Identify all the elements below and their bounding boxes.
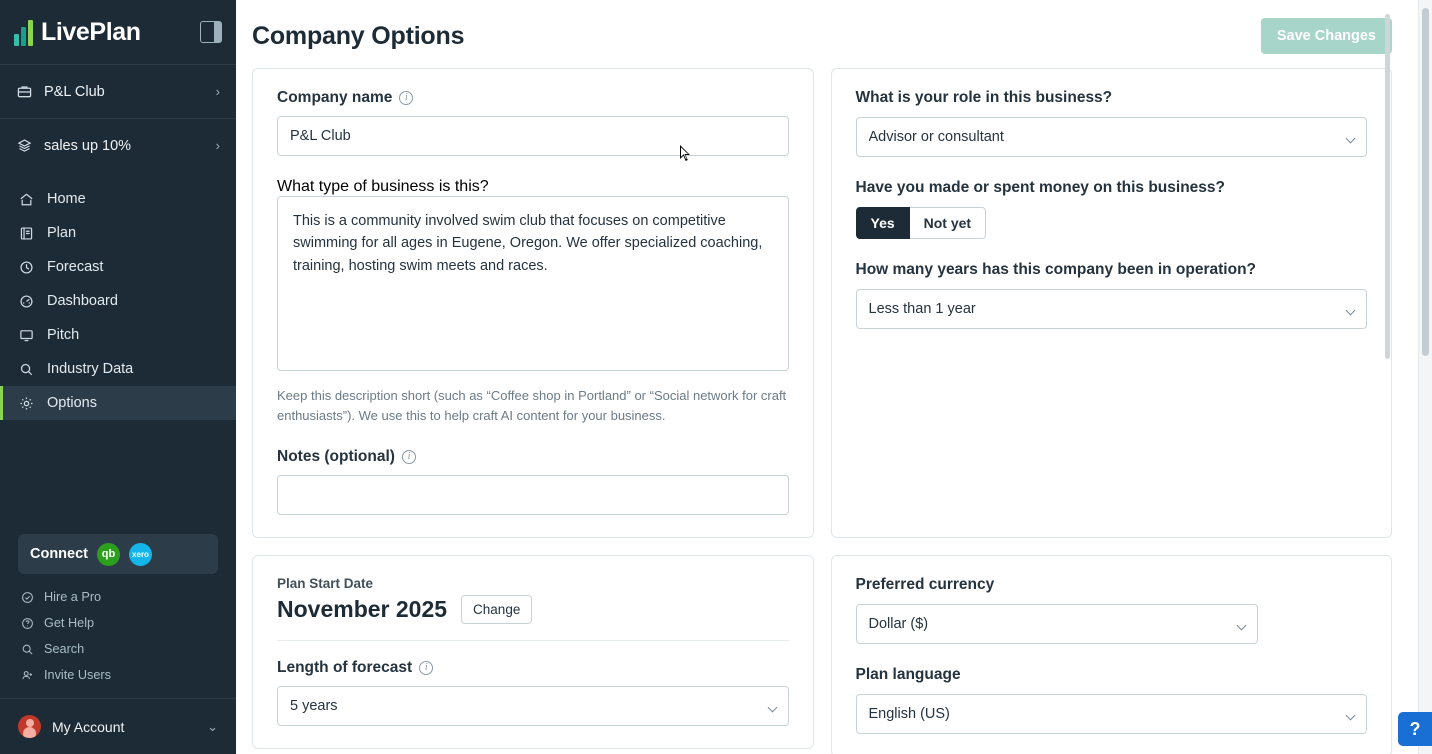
language-select[interactable] — [856, 694, 1368, 734]
options-page — [236, 0, 1432, 754]
company-name-label-text: Company name — [277, 89, 393, 106]
role-card — [831, 68, 1393, 538]
question-circle-icon — [20, 616, 34, 630]
role-select-wrap — [856, 117, 1368, 157]
plan-start-date-value: November 2025 — [277, 596, 448, 623]
gear-icon — [18, 395, 35, 412]
briefcase-icon — [16, 83, 33, 100]
my-account-row[interactable] — [0, 698, 236, 754]
sidebar-item-forecast-label: Forecast — [47, 259, 104, 275]
avatar — [18, 715, 41, 738]
main-content — [236, 0, 1432, 754]
sidebar-item-home-label: Home — [47, 191, 86, 207]
sidebar-link-hire-a-pro-label: Hire a Pro — [44, 590, 102, 604]
window-scrollbar-track[interactable] — [1418, 0, 1432, 754]
chevron-right-icon: › — [215, 138, 220, 153]
company-name-label — [277, 89, 789, 107]
left-column — [252, 68, 814, 754]
brand-row — [0, 0, 236, 64]
divider — [277, 640, 789, 641]
language-label: Plan language — [855, 666, 961, 683]
search-icon — [20, 642, 34, 656]
info-icon[interactable]: i — [399, 91, 413, 105]
liveplan-logo-icon — [14, 18, 33, 46]
sidebar-link-search-label: Search — [44, 642, 85, 656]
sidebar-link-get-help-label: Get Help — [44, 616, 95, 630]
sidebar-link-invite-users-label: Invite Users — [44, 668, 111, 682]
book-icon — [18, 225, 35, 242]
check-circle-icon — [20, 590, 34, 604]
info-icon[interactable]: i — [419, 661, 433, 675]
years-select-wrap — [856, 289, 1368, 329]
add-user-icon — [20, 668, 34, 682]
page-header — [252, 0, 1392, 68]
window-scrollbar-thumb[interactable] — [1422, 8, 1429, 356]
company-name-input[interactable] — [277, 116, 789, 156]
sidebar-link-hire-a-pro[interactable] — [0, 584, 236, 610]
connect-label: Connect — [30, 546, 88, 562]
inner-scrollbar-thumb[interactable] — [1385, 14, 1390, 359]
sidebar-spacer — [0, 420, 236, 534]
home-icon — [18, 191, 35, 208]
notes-input[interactable] — [277, 475, 789, 515]
money-question-label: Have you made or spent money on this business? — [855, 179, 1226, 196]
sidebar-link-get-help[interactable] — [0, 610, 236, 636]
info-icon[interactable]: i — [402, 450, 416, 464]
money-toggle-group — [856, 207, 1368, 239]
connect-accounting-box[interactable] — [18, 534, 218, 574]
sidebar-item-options-label: Options — [47, 395, 97, 411]
sidebar-nav — [0, 172, 236, 420]
sidebar — [0, 0, 236, 754]
role-select[interactable] — [856, 117, 1368, 157]
currency-label: Preferred currency — [855, 576, 995, 593]
money-yes-button[interactable]: Yes — [856, 207, 910, 239]
save-changes-button[interactable]: Save Changes — [1261, 18, 1392, 54]
sidebar-item-plan-label: Plan — [47, 225, 77, 241]
language-select-wrap — [856, 694, 1368, 734]
page-title: Company Options — [252, 21, 465, 50]
sidebar-context-scenario-label: sales up 10% — [44, 137, 132, 154]
forecast-length-label-text: Length of forecast — [277, 659, 413, 677]
layers-icon — [16, 137, 33, 154]
sidebar-link-search[interactable] — [0, 636, 236, 662]
forecast-length-select-wrap — [277, 686, 789, 726]
dashboard-icon — [18, 293, 35, 310]
sidebar-item-dashboard[interactable] — [0, 284, 236, 318]
sidebar-item-pitch[interactable] — [0, 318, 236, 352]
chevron-right-icon: › — [215, 84, 220, 99]
business-type-hint: Keep this description short (such as “Coffee shop in Portland” or “Social network for craft enthusiasts”). We use this to help craft AI content for your business. — [277, 388, 787, 424]
chevron-down-icon: ⌄ — [207, 718, 218, 734]
currency-select[interactable] — [856, 604, 1258, 644]
right-column — [831, 68, 1393, 754]
change-start-date-button[interactable]: Change — [461, 595, 532, 624]
options-grid — [252, 68, 1392, 754]
sidebar-item-home[interactable] — [0, 182, 236, 216]
monitor-icon — [18, 327, 35, 344]
forecast-length-select[interactable] — [277, 686, 789, 726]
collapse-panel-icon[interactable] — [200, 21, 222, 43]
business-type-textarea[interactable] — [277, 196, 789, 371]
locale-card — [831, 555, 1393, 754]
forecast-length-label — [277, 659, 789, 677]
sidebar-item-industry-data-label: Industry Data — [47, 361, 134, 377]
xero-icon[interactable]: xero — [129, 543, 152, 566]
sidebar-item-industry-data[interactable] — [0, 352, 236, 386]
sidebar-context-scenario[interactable] — [0, 118, 236, 172]
company-info-card — [252, 68, 814, 538]
plan-start-date-row — [277, 595, 789, 624]
sidebar-context-company-label: P&L Club — [44, 83, 105, 100]
forecast-icon — [18, 259, 35, 276]
notes-label — [277, 448, 789, 466]
brand-name: LivePlan — [41, 17, 141, 46]
money-not-yet-button[interactable]: Not yet — [910, 207, 986, 239]
business-type-label-text: What type of business is this? — [277, 178, 489, 195]
business-type-label — [277, 178, 789, 196]
sidebar-item-dashboard-label: Dashboard — [47, 293, 118, 309]
magnifier-icon — [18, 361, 35, 378]
sidebar-item-pitch-label: Pitch — [47, 327, 80, 343]
plan-dates-card — [252, 555, 814, 749]
plan-start-date-label: Plan Start Date — [277, 576, 374, 592]
sidebar-link-invite-users[interactable] — [0, 662, 236, 688]
sidebar-item-options[interactable] — [0, 386, 236, 420]
sidebar-item-plan[interactable] — [0, 216, 236, 250]
quickbooks-icon[interactable]: qb — [97, 543, 120, 566]
notes-label-text: Notes (optional) — [277, 448, 395, 466]
sidebar-item-forecast[interactable] — [0, 250, 236, 284]
brand[interactable] — [14, 18, 141, 47]
my-account-label: My Account — [52, 718, 125, 735]
currency-select-wrap — [856, 604, 1258, 644]
years-question-label: How many years has this company been in operation? — [855, 261, 1257, 278]
role-question-label: What is your role in this business? — [855, 89, 1113, 106]
years-select[interactable] — [856, 289, 1368, 329]
sidebar-context-company[interactable] — [0, 64, 236, 118]
help-button[interactable]: ? — [1398, 712, 1432, 746]
